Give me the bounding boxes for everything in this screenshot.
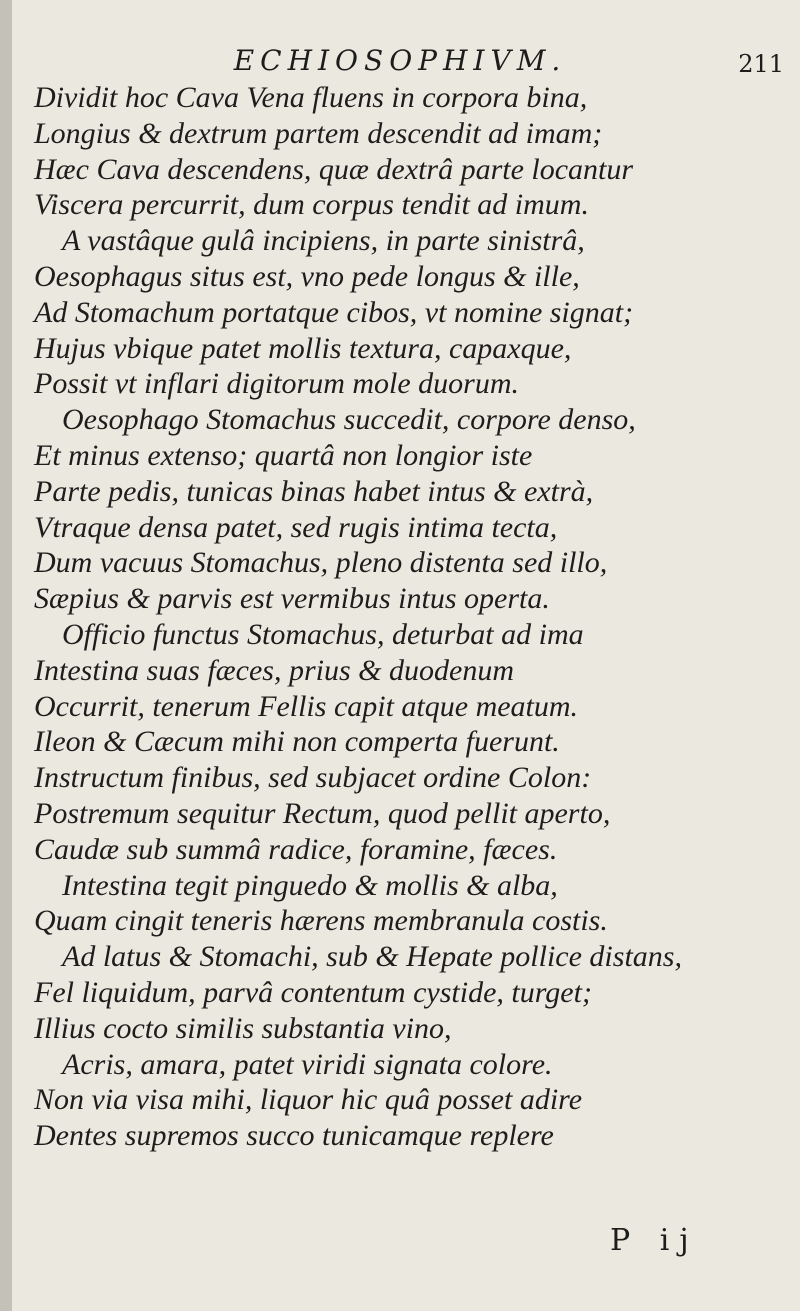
verse-line: Postremum sequitur Rectum, quod pellit aperto,	[34, 796, 611, 830]
verse-line: Oesophagus situs est, vno pede longus & ille,	[34, 259, 580, 293]
verse-line: Ad latus & Stomachi, sub & Hepate pollice distans,	[62, 940, 682, 974]
verse-line: Dividit hoc Cava Vena fluens in corpora bina,	[34, 81, 588, 114]
verse-line: Caudæ sub summâ radice, foramine, fæces.	[34, 832, 558, 866]
verse-line: Fel liquidum, parvâ contentum cystide, turget;	[34, 975, 592, 1009]
verse-line: Parte pedis, tunicas binas habet intus & extrà,	[34, 474, 594, 508]
verse-line: Officio functus Stomachus, deturbat ad ima	[62, 617, 584, 651]
verse-line: Vtraque densa patet, sed rugis intima tecta,	[34, 510, 558, 544]
verse-line: Oesophago Stomachus succedit, corpore denso,	[62, 403, 636, 437]
verse-line: Illius cocto similis substantia vino,	[34, 1011, 452, 1045]
verse-line: Quam cingit teneris hærens membranula costis.	[34, 904, 608, 938]
verse-line: Acris, amara, patet viridi signata colore.	[62, 1047, 553, 1081]
printer-signature-mark: P ij	[610, 1223, 699, 1258]
verse-line: Non via visa mihi, liquor hic quâ posset adire	[34, 1083, 583, 1117]
running-title: ECHIOSOPHIVM.	[233, 44, 567, 77]
verse-line: Et minus extenso; quartâ non longior iste	[34, 438, 533, 472]
verse-line: A vastâque gulâ incipiens, in parte sinistrâ,	[62, 224, 585, 258]
verse-line: Hæc Cava descendens, quæ dextrâ parte locantur	[34, 152, 634, 186]
verse-line: Intestina tegit pinguedo & mollis & alba,	[62, 868, 558, 902]
verse-line: Ileon & Cæcum mihi non comperta fuerunt.	[34, 725, 560, 759]
verse-line: Intestina suas fæces, prius & duodenum	[34, 653, 514, 687]
verse-line: Sæpius & parvis est vermibus intus operta.	[34, 582, 550, 616]
verse-line: Possit vt inflari digitorum mole duorum.	[34, 367, 520, 401]
verse-line: Hujus vbique patet mollis textura, capaxque,	[34, 331, 572, 365]
verse-line: Longius & dextrum partem descendit ad imam;	[34, 116, 603, 150]
verse-line: Ad Stomachum portatque cibos, vt nomine signat;	[34, 295, 634, 329]
verse-line: Viscera percurrit, dum corpus tendit ad imum.	[34, 188, 589, 222]
verse-line: Dum vacuus Stomachus, pleno distenta sed illo,	[34, 546, 608, 580]
poem-verses	[0, 80, 800, 1154]
verse-line: Instructum finibus, sed subjacet ordine Colon:	[34, 761, 592, 795]
page-number: 211	[738, 50, 784, 78]
verse-line: Occurrit, tenerum Fellis capit atque meatum.	[34, 689, 579, 723]
verse-line: Dentes supremos succo tunicamque replere	[34, 1119, 554, 1153]
